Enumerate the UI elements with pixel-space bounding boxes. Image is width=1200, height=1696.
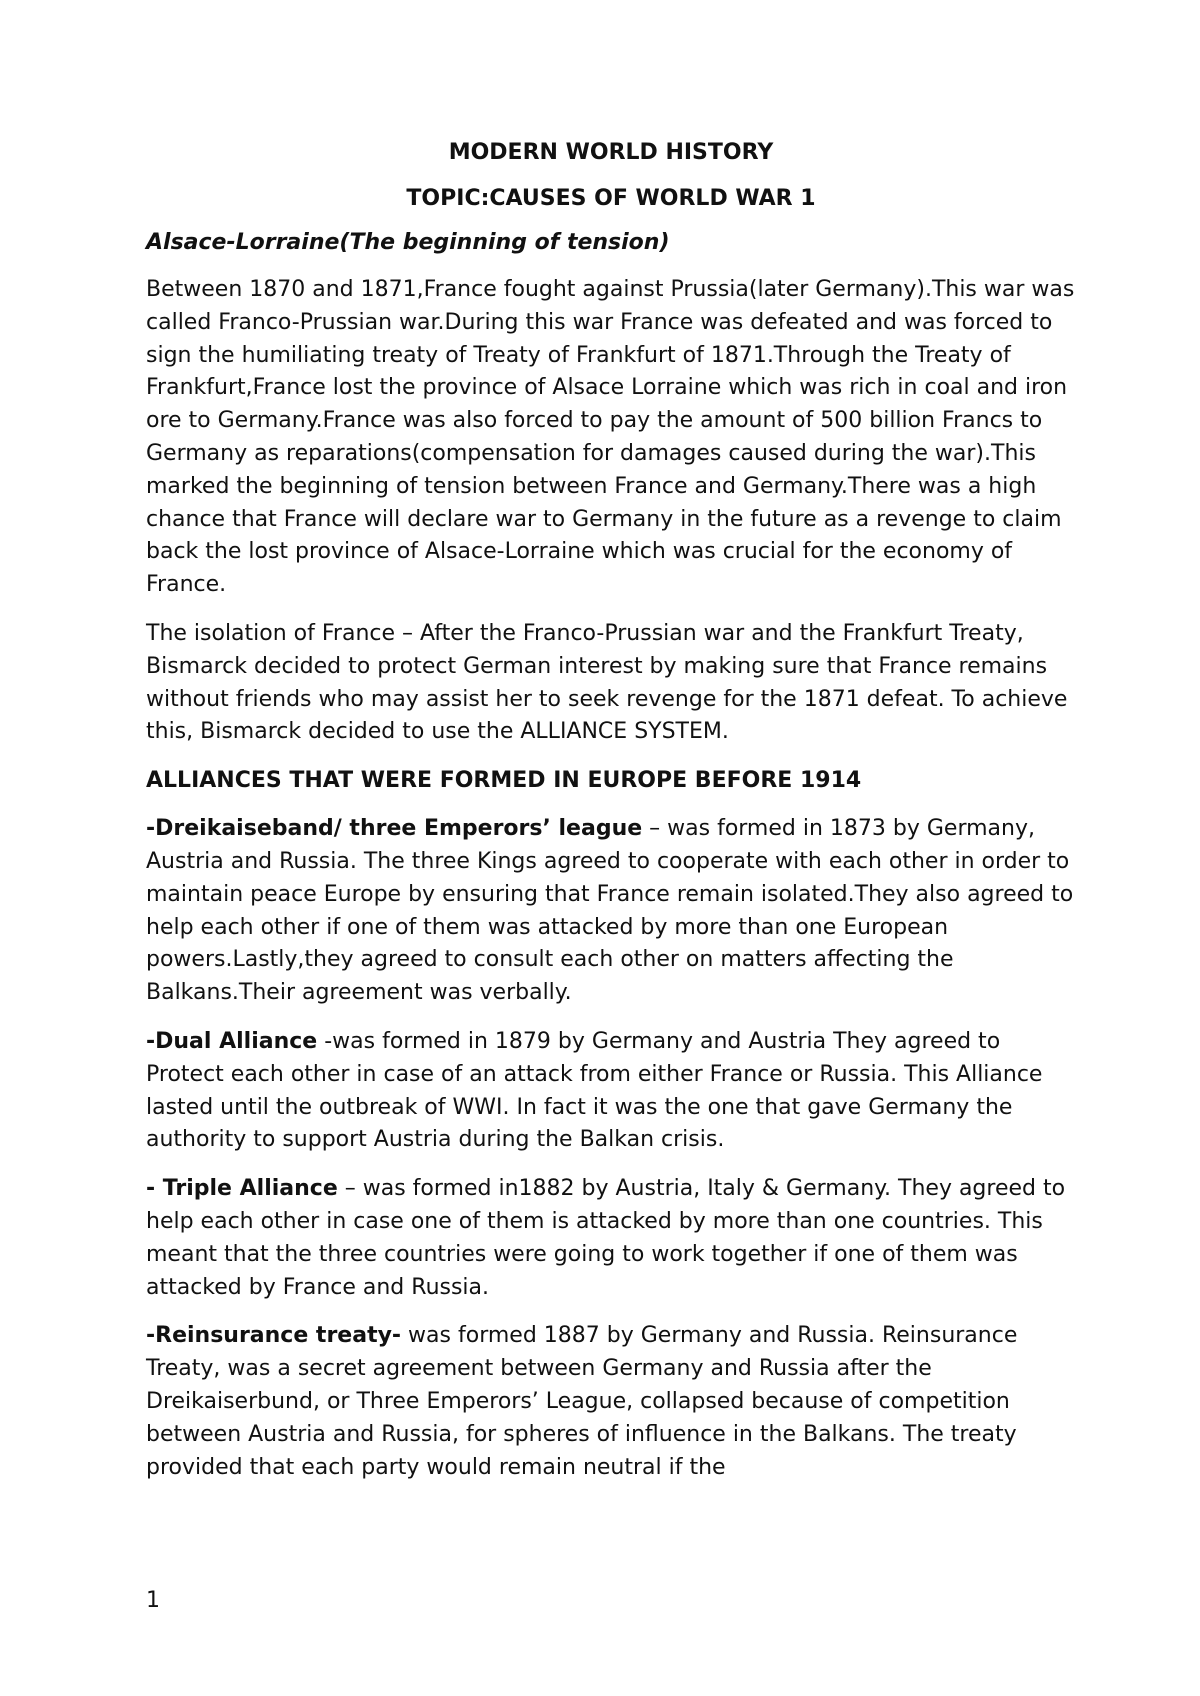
document-page — [146, 138, 1076, 1500]
alliance-term: -Dreikaiseband/ three Emperors’ league — [146, 816, 643, 842]
paragraph-isolation-of-france: The isolation of France – After the Franco-Prussian war and the Frankfurt Treaty, Bismarck decided to protect German interest by making sure that France remains without friends who may assist her to seek revenge for the 1871 defeat. To achieve this, Bismarck decided to use the ALLIANCE SYSTEM. — [146, 620, 1068, 745]
alliance-term: -Reinsurance treaty- — [146, 1323, 402, 1349]
alliance-paragraph-reinsurance-treaty — [146, 1320, 1076, 1484]
alliance-description: was formed 1887 by Germany and Russia. Reinsurance Treaty, was a secret agreement between Germany and Russia after the Dreikaiserbund, or Three Emperors’ League, collapsed because of competition between Austria and Russia, for spheres of influence in the Balkans. The treaty provided that each party would remain neutral if the — [146, 1323, 1018, 1480]
alliance-term: -Dual Alliance — [146, 1028, 318, 1054]
alliance-paragraph-triple-alliance — [146, 1173, 1076, 1304]
alliance-paragraph-dual-alliance — [146, 1026, 1076, 1157]
alliances-heading: ALLIANCES THAT WERE FORMED IN EUROPE BEFORE 1914 — [146, 768, 862, 794]
alliance-paragraph-dreikaiserbund — [146, 813, 1076, 1010]
document-title: MODERN WORLD HISTORY — [448, 140, 774, 165]
page-number: 1 — [146, 1588, 160, 1613]
alliance-description: – was formed in 1873 by Germany, Austria and Russia. The three Kings agreed to cooperate with each other in order to maintain peace Europe by ensuring that France remain isolated.They also agreed to help each other if one of them was attacked by more than one European powers.Lastly,they agreed to consult each other on matters affecting the Balkans.Their agreement was verbally. — [146, 816, 1074, 1006]
alliance-description: – was formed in1882 by Austria, Italy & Germany. They agreed to help each other in case one of them is attacked by more than one countries. This meant that the three countries were going to work together if one of them was attacked by France and Russia. — [146, 1176, 1066, 1300]
alliance-description: -was formed in 1879 by Germany and Austria They agreed to Protect each other in case of an attack from either France or Russia. This Alliance lasted until the outbreak of WWI. In fact it was the one that gave Germany the authority to support Austria during the Balkan crisis. — [146, 1028, 1043, 1153]
document-topic: TOPIC:CAUSES OF WORLD WAR 1 — [406, 186, 816, 211]
section-heading-alsace-lorraine: Alsace-Lorraine(The beginning of tension) — [146, 230, 670, 255]
paragraph-franco-prussian-war: Between 1870 and 1871,France fought against Prussia(later Germany).This war was called Franco-Prussian war.During this war France was defeated and was forced to sign the humiliating treaty of Treaty of Frankfurt of 1871.Through the Treaty of Frankfurt,France lost the province of Alsace Lorraine which was rich in coal and iron ore to Germany.France was also forced to pay the amount of 500 billion Francs to Germany as reparations(compensation for damages caused during the war).This marked the beginning of tension between France and Germany.There was a high chance that France will declare war to Germany in the future as a revenge to claim back the lost province of Alsace-Lorraine which was crucial for the economy of France. — [146, 277, 1075, 598]
alliance-term: - Triple Alliance — [146, 1176, 338, 1202]
